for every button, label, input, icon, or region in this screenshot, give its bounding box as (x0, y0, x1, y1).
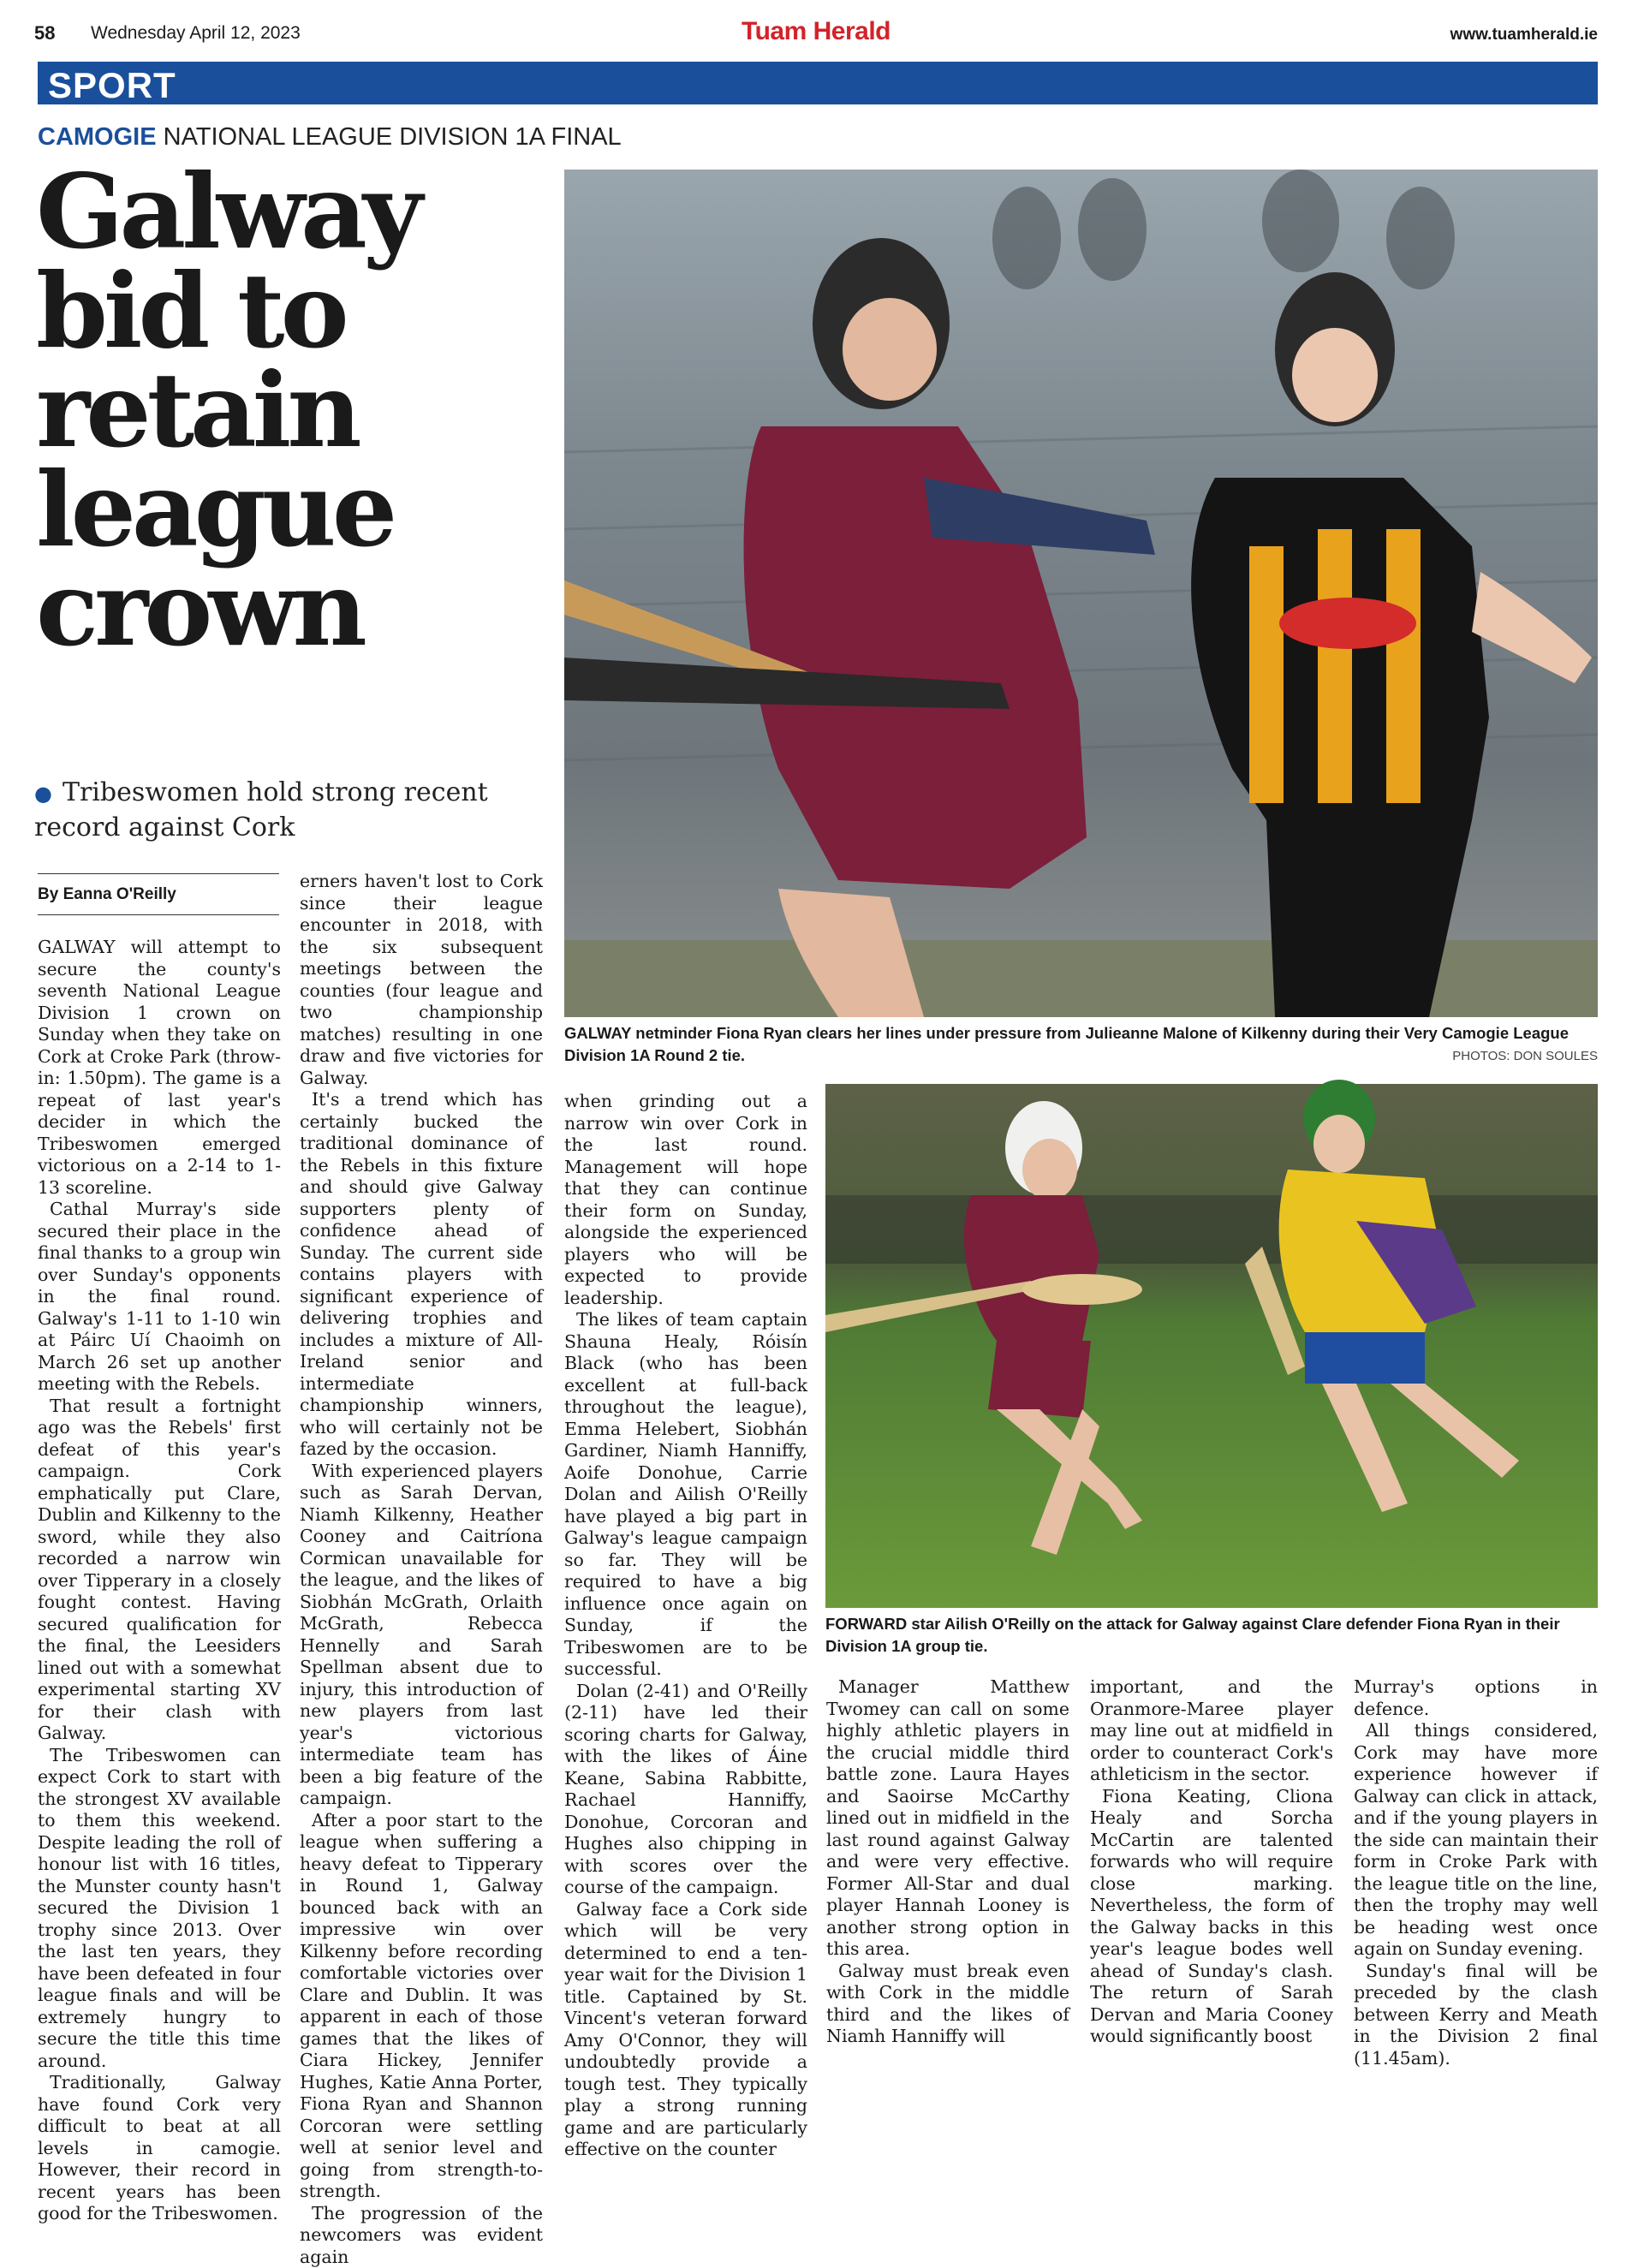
paragraph: All things considered, Cork may have more experience however if Galway can click in attack, and if the young players in the side can maintain their form in Croke Park with the league title on the line, then the trophy may well be heading west once again on Sunday evening. (1354, 1720, 1598, 1961)
article-column-1 (38, 937, 281, 1987)
standfirst (34, 776, 514, 845)
paragraph: GALWAY will attempt to secure the county's seventh National League Division 1 crown on Sunday when they take on Cork at Croke Park (throw-in: 1.50pm). The game is a repeat of last year's decider in which the Tribeswomen emerged victorious on a 2-14 to 1-13 scoreline. (38, 937, 281, 1199)
paragraph: when grinding out a narrow win over Cork in the last round. Management will hope that they can continue their form on Sunday, alongside the experienced players who will be expected to provide leadership. (564, 1091, 807, 1309)
paragraph: The Tribeswomen can expect Cork to start with the strongest XV available to them this weekend. Despite leading the roll of honour list with 16 titles, the Munster county hasn't secured the Division 1 trophy since 2013. Over the last ten years, they have been defeated in four league finals and will be extremely hungry to secure the title this time around. (38, 1745, 281, 2073)
page-number: 58 (34, 22, 55, 45)
caption2-lead: FORWARD (825, 1615, 907, 1633)
paragraph: Galway face a Cork side which will be very determined to end a ten-year wait for the Division 1 title. Captained by St. Vincent's veteran forward Amy O'Connor, they will undoubtedly provide a tough test. They typically play a strong running game and are particularly effective on the counter (564, 1899, 807, 2161)
secondary-photo-illustration (825, 1084, 1598, 1608)
standfirst-text: Tribeswomen hold strong recent record against Cork (34, 777, 488, 842)
headline: Galway bid to retain league crown (36, 163, 567, 659)
kicker-competition: NATIONAL LEAGUE DIVISION 1A FINAL (164, 123, 622, 151)
secondary-photo-caption (825, 1613, 1598, 1658)
paragraph: That result a fortnight ago was the Rebels' first defeat of this year's campaign. Cork emphatically put Clare, Dublin and Kilkenny to the sword, while they also recorded a narrow win over Tipperary in a closely fought contest. Having secured qualification for the final, the Leesiders lined out with a somewhat experimental starting XV for their clash with Galway. (38, 1396, 281, 1745)
paragraph: Sunday's final will be preceded by the clash between Kerry and Meath in the Division 2 final (11.45am). (1354, 1961, 1598, 2070)
paragraph: erners haven't lost to Cork since their league encounter in 2018, with the six subsequent meetings between the counties (four league and two championship matches) resulting in one draw and five victories for Galway. (300, 871, 543, 1089)
main-photo (564, 170, 1598, 1017)
website-url[interactable]: www.tuamherald.ie (1450, 26, 1598, 45)
caption2-text: star Ailish O'Reilly on the attack for Galway against Clare defender Fiona Ryan in their Division 1A group tie. (825, 1615, 1560, 1655)
secondary-photo (825, 1084, 1598, 1608)
paragraph: Dolan (2-41) and O'Reilly (2-11) have led their scoring charts for Galway, with the likes of Áine Keane, Sabina Rabbitte, Rachael Hanniffy, Donohue, Corcoran and Hughes also chipping in with scores over the course of the campaign. (564, 1681, 807, 1899)
kicker-sport: CAMOGIE (38, 123, 157, 151)
paragraph: It's a trend which has certainly bucked the traditional dominance of the Rebels in this fixture and should give Galway supporters plenty of confidence ahead of Sunday. The current side contains players with significant experience of delivering trophies and includes a mixture of All-Ireland senior and intermediate championship winners, who will certainly not be fazed by the occasion. (300, 1089, 543, 1461)
paragraph: Murray's options in defence. (1354, 1676, 1598, 1720)
main-photo-illustration (564, 170, 1598, 1017)
article-column-5 (1090, 1676, 1333, 1987)
paragraph: The likes of team captain Shauna Healy, Róisín Black (who has been excellent at full-back throughout the league), Emma Helebert, Siobhán Gardiner, Niamh Hanniffy, Aoife Donohue, Carrie Dolan and Ailish O'Reilly have played a big part in Galway's league campaign so far. They will be required to have a big influence once again on Sunday, if the Tribeswomen are to be successful. (564, 1309, 807, 1681)
paragraph: After a poor start to the league when suffering a heavy defeat to Tipperary in Round 1, Galway bounced back with an impressive win over Kilkenny before recording comfortable victories over Clare and Dublin. It was apparent in each of those games that the likes of Ciara Hickey, Jennifer Hughes, Katie Anna Porter, Fiona Ryan and Shannon Corcoran were settling well at senior level and going from strength-to-strength. (300, 1810, 543, 2203)
paragraph: Traditionally, Galway have found Cork very difficult to beat at all levels in camogie. However, their record in recent years has been good for the Tribeswomen. (38, 2072, 281, 2225)
section-label: SPORT (48, 65, 176, 106)
article-column-2 (300, 871, 543, 1987)
paragraph: Manager Matthew Twomey can call on some highly athletic players in the crucial middle third battle zone. Laura Hayes and Saoirse McCarthy lined out in midfield in the last round against Galway and were very effective. Former All-Star and dual player Hannah Looney is another strong option in this area. (826, 1676, 1069, 1961)
paragraph: With experienced players such as Sarah Dervan, Niamh Kilkenny, Heather Cooney and Caitríona Cormican unavailable for the league, and the likes of Siobhán McGrath, Orlaith McGrath, Rebecca Hennelly and Sarah Spellman absent due to injury, this introduction of new players from last year's victorious intermediate team has been a big feature of the campaign. (300, 1461, 543, 1810)
bullet-icon: ● (34, 782, 52, 806)
paragraph: Galway must break even with Cork in the middle third and the likes of Niamh Hanniffy will (826, 1961, 1069, 2048)
paragraph: Cathal Murray's side secured their place in the final thanks to a group win over Sunday's opponents in the final round. Galway's 1-11 to 1-10 win at Páirc Uí Chaoimh on March 26 set up another meeting with the Rebels. (38, 1199, 281, 1396)
photo-credit: PHOTOS: DON SOULES (1452, 1049, 1598, 1063)
article-column-6 (1354, 1676, 1598, 1987)
main-photo-caption (564, 1022, 1598, 1067)
caption1-lead: GALWAY (564, 1024, 631, 1042)
paragraph: Fiona Keating, Cliona Healy and Sorcha McCartin are talented forwards who will require close marking. Nevertheless, the form of the Galway backs in this year's league bodes well ahead of Sunday's clash. The return of Sarah Dervan and Maria Cooney would significantly boost (1090, 1786, 1333, 2048)
byline: By Eanna O'Reilly (38, 885, 176, 904)
section-banner (38, 62, 1598, 104)
caption1-text: netminder Fiona Ryan clears her lines under pressure from Julieanne Malone of Kilkenny during their Very Camogie League Division 1A Round 2 tie. (564, 1024, 1569, 1064)
byline-rule-bottom (38, 914, 279, 915)
article-column-4 (826, 1676, 1069, 1987)
paragraph: The progression of the newcomers was evident again (300, 2203, 543, 2268)
masthead-logo[interactable]: Tuam Herald (742, 17, 890, 46)
byline-rule-top (38, 873, 279, 874)
kicker (38, 123, 622, 152)
article-column-3 (564, 1091, 807, 1987)
paragraph: important, and the Oranmore-Maree player may line out at midfield in order to counteract Cork's athleticism in the sector. (1090, 1676, 1333, 1786)
issue-date: Wednesday April 12, 2023 (91, 23, 301, 44)
